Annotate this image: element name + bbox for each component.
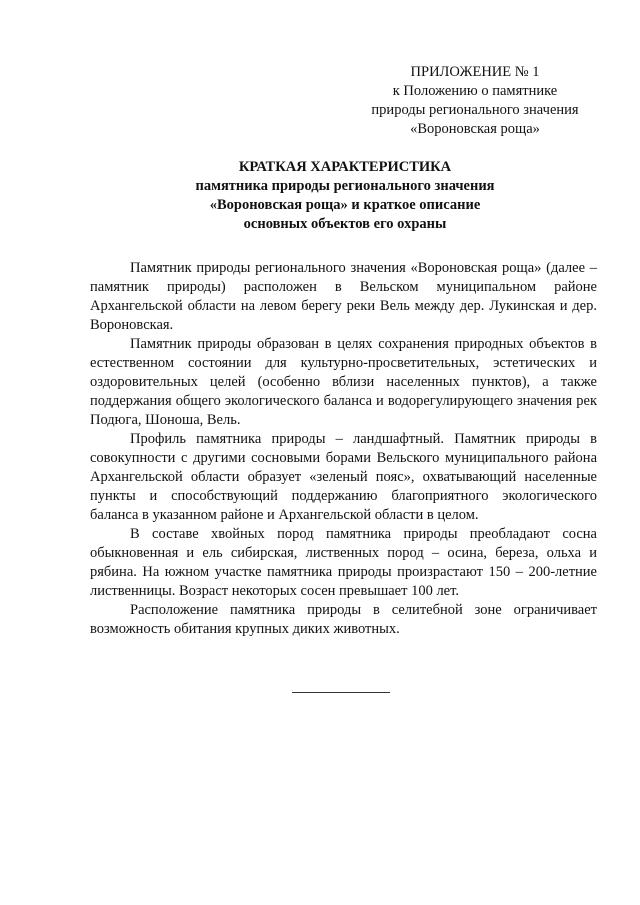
body-paragraph: Профиль памятника природы – ландшафтный. Памятник природы в совокупности с другими сосновыми борами Вельского муниципального района Архангельской области образует «зеленый пояс», охватывающий населенные пункты и способствующий поддержанию благоприятного экологического баланса в указанном районе и Архангельской области в целом. bbox=[90, 431, 597, 523]
title-line: памятника природы регионального значения bbox=[195, 178, 495, 194]
appendix-reference-line: к Положению о памятнике bbox=[392, 83, 558, 99]
document-body bbox=[90, 259, 597, 639]
appendix-number: ПРИЛОЖЕНИЕ № 1 bbox=[410, 64, 540, 80]
body-paragraph: Расположение памятника природы в селитебной зоне ограничивает возможность обитания крупных диких животных. bbox=[90, 602, 597, 637]
body-paragraph: Памятник природы образован в целях сохранения природных объектов в естественном состоянии для культурно-просветительных, эстетических и оздоровительных целей (особенно вблизи населенных пунктов), а также поддержания общего экологического баланса и водорегулирующего значения рек Подюга, Шоноша, Вель. bbox=[90, 336, 597, 428]
body-paragraph: В составе хвойных пород памятника природы преобладают сосна обыкновенная и ель сибирская, лиственных пород – осина, береза, ольха и рябина. На южном участке памятника природы произрастают 150 – 200-летние лиственницы. Возраст некоторых сосен превышает 100 лет. bbox=[90, 526, 597, 599]
title-line: основных объектов его охраны bbox=[243, 216, 447, 232]
appendix-reference-line: «Вороновская роща» bbox=[410, 121, 540, 137]
document-title bbox=[110, 158, 580, 234]
title-line: КРАТКАЯ ХАРАКТЕРИСТИКА bbox=[238, 159, 452, 175]
appendix-header bbox=[340, 63, 610, 139]
title-line: «Вороновская роща» и краткое описание bbox=[209, 197, 481, 213]
appendix-reference-line: природы регионального значения bbox=[371, 102, 579, 118]
end-separator-line bbox=[292, 692, 390, 693]
body-paragraph: Памятник природы регионального значения «Вороновская роща» (далее – памятник природы) расположен в Вельском муниципальном районе Архангельской области на левом берегу реки Вель между дер. Лукинская и дер. Вороновская. bbox=[90, 260, 597, 333]
